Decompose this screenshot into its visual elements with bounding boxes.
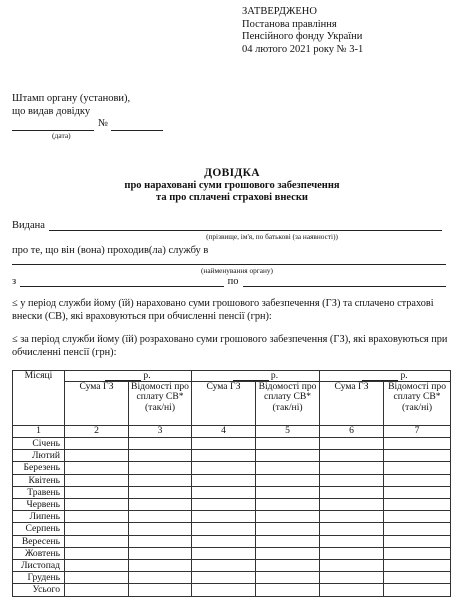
sum-cell[interactable]: [320, 511, 384, 523]
sum-cell[interactable]: [320, 450, 384, 462]
sum-cell[interactable]: [320, 584, 384, 596]
month-label: Вересень: [13, 535, 65, 547]
sum-cell[interactable]: [65, 511, 129, 523]
info-cell[interactable]: [256, 486, 320, 498]
info-cell[interactable]: [384, 584, 451, 596]
approval-line: Постанова правління: [242, 18, 337, 30]
stamp-line-2: що видав довідку: [12, 105, 91, 117]
month-label: Листопад: [13, 560, 65, 572]
column-number: 5: [256, 426, 320, 438]
table-row: [13, 511, 451, 523]
month-label: Серпень: [13, 523, 65, 535]
sum-cell[interactable]: [320, 499, 384, 511]
stamp-block: [12, 93, 163, 142]
info-cell[interactable]: [384, 511, 451, 523]
sum-cell[interactable]: [192, 474, 256, 486]
sum-cell[interactable]: [320, 547, 384, 559]
column-number: 3: [129, 426, 192, 438]
info-cell[interactable]: [256, 462, 320, 474]
info-cell[interactable]: [256, 499, 320, 511]
sum-cell[interactable]: [320, 535, 384, 547]
info-cell[interactable]: [129, 535, 192, 547]
sum-header: Сума ГЗ: [192, 382, 256, 426]
month-label: Травень: [13, 486, 65, 498]
organization-caption: (найменування органу): [201, 266, 273, 275]
sum-cell[interactable]: [192, 486, 256, 498]
period-row: [12, 276, 446, 287]
info-cell[interactable]: [256, 438, 320, 450]
year-cell-2: [192, 371, 320, 382]
sum-cell[interactable]: [65, 438, 129, 450]
sum-cell[interactable]: [65, 584, 129, 596]
year-suffix: р.: [143, 369, 151, 381]
title-line-3: та про сплачені страхові внески: [156, 192, 308, 204]
info-cell[interactable]: [129, 523, 192, 535]
date-caption: (дата): [52, 130, 71, 140]
info-cell[interactable]: [384, 474, 451, 486]
info-cell[interactable]: [129, 584, 192, 596]
sum-cell[interactable]: [192, 462, 256, 474]
info-cell[interactable]: [129, 450, 192, 462]
info-cell[interactable]: [384, 547, 451, 559]
table-row: [13, 584, 451, 596]
table-row: [13, 572, 451, 584]
sum-cell[interactable]: [320, 572, 384, 584]
column-number: 1: [13, 426, 65, 438]
month-label: Жовтень: [13, 547, 65, 559]
table-row: [13, 474, 451, 486]
sum-cell[interactable]: [65, 499, 129, 511]
column-number: 4: [192, 426, 256, 438]
year-cell-1: [65, 371, 192, 382]
sum-cell[interactable]: [65, 560, 129, 572]
info-cell[interactable]: [129, 462, 192, 474]
sum-cell[interactable]: [65, 547, 129, 559]
approval-line: ЗАТВЕРДЖЕНО: [242, 6, 317, 17]
table-row: [13, 438, 451, 450]
table-row: [13, 499, 451, 511]
sum-cell[interactable]: [192, 438, 256, 450]
month-label: Липень: [13, 511, 65, 523]
info-cell[interactable]: [129, 438, 192, 450]
month-label: Лютий: [13, 450, 65, 462]
stamp-date-number-line: [12, 118, 163, 131]
info-cell[interactable]: [256, 535, 320, 547]
sum-cell[interactable]: [192, 450, 256, 462]
sum-cell[interactable]: [65, 486, 129, 498]
sum-cell[interactable]: [192, 584, 256, 596]
table-row: [13, 486, 451, 498]
info-cell[interactable]: [129, 499, 192, 511]
paragraph-1: ≤ у період служби йому (їй) нараховано суми грошового забезпечення (ГЗ) та сплачено страхові внески (СВ), які враховуються при обчисленні пенсії (грн):: [12, 298, 434, 322]
table-row: [13, 547, 451, 559]
year-field-3[interactable]: [362, 372, 398, 381]
info-cell[interactable]: [256, 474, 320, 486]
info-cell[interactable]: [256, 560, 320, 572]
service-row: [12, 245, 446, 275]
title-main: ДОВІДКА: [204, 167, 260, 179]
month-rows: [13, 438, 451, 597]
sum-cell[interactable]: [320, 523, 384, 535]
info-cell[interactable]: [384, 560, 451, 572]
sum-cell[interactable]: [320, 486, 384, 498]
year-suffix: р.: [400, 369, 408, 381]
info-header: Відомості про сплату СВ* (так/ні): [256, 382, 320, 426]
month-label: Січень: [13, 438, 65, 450]
sum-header: Сума ГЗ: [320, 382, 384, 426]
info-cell[interactable]: [384, 572, 451, 584]
sum-cell[interactable]: [65, 450, 129, 462]
months-header: Місяці: [13, 371, 65, 426]
sum-cell[interactable]: [320, 474, 384, 486]
info-header: Відомості про сплату СВ* (так/ні): [129, 382, 192, 426]
info-cell[interactable]: [129, 547, 192, 559]
title-line-2: про нараховані суми грошового забезпечення: [124, 179, 340, 191]
info-header: Відомості про сплату СВ* (так/ні): [384, 382, 451, 426]
table-header-row: [13, 382, 451, 426]
info-cell[interactable]: [384, 486, 451, 498]
sum-header: Сума ГЗ: [65, 382, 129, 426]
issued-name-field[interactable]: [49, 220, 442, 231]
sum-cell[interactable]: [320, 438, 384, 450]
info-cell[interactable]: [256, 523, 320, 535]
approval-line: Пенсійного фонду України: [242, 31, 363, 43]
sum-cell[interactable]: [192, 560, 256, 572]
from-date-field[interactable]: [20, 276, 223, 287]
issued-label: Видана: [12, 220, 45, 231]
to-label: по: [227, 276, 239, 287]
sum-cell[interactable]: [65, 462, 129, 474]
issued-row: [12, 220, 442, 241]
column-number: 2: [65, 426, 129, 438]
info-cell[interactable]: [384, 523, 451, 535]
sum-cell[interactable]: [192, 572, 256, 584]
info-cell[interactable]: [256, 547, 320, 559]
document-title: [0, 167, 464, 205]
sum-cell[interactable]: [320, 560, 384, 572]
month-label: Червень: [13, 499, 65, 511]
info-cell[interactable]: [129, 560, 192, 572]
gz-table: [12, 370, 451, 597]
issued-caption: (прізвище, ім'я, по батькові (за наявності)): [206, 232, 338, 241]
sum-cell[interactable]: [65, 523, 129, 535]
info-cell[interactable]: [256, 584, 320, 596]
organization-field[interactable]: [12, 256, 446, 265]
paragraph-2: ≤ за період служби йому (їй) розраховано суми грошового забезпечення (ГЗ), які враховуються при обчисленні пенсії (грн):: [12, 334, 448, 358]
sum-cell[interactable]: [320, 462, 384, 474]
info-cell[interactable]: [129, 572, 192, 584]
approval-line: 04 лютого 2021 року № 3-1: [242, 43, 364, 55]
column-number-row: [13, 426, 451, 438]
table-row: [13, 523, 451, 535]
info-cell[interactable]: [384, 438, 451, 450]
table-row: [13, 535, 451, 547]
table-row: [13, 450, 451, 462]
number-field[interactable]: [111, 121, 163, 131]
year-cell-3: [320, 371, 451, 382]
sum-cell[interactable]: [192, 511, 256, 523]
month-label: Березень: [13, 462, 65, 474]
from-label: з: [12, 276, 17, 287]
info-cell[interactable]: [256, 572, 320, 584]
sum-cell[interactable]: [65, 572, 129, 584]
year-suffix: р.: [270, 369, 279, 381]
table-year-row: [13, 371, 451, 382]
sum-cell[interactable]: [192, 499, 256, 511]
info-cell[interactable]: [384, 462, 451, 474]
column-number: 7: [384, 426, 451, 438]
year-field-1[interactable]: [105, 372, 141, 381]
table-row: [13, 560, 451, 572]
sum-cell[interactable]: [65, 535, 129, 547]
info-cell[interactable]: [129, 486, 192, 498]
to-date-field[interactable]: [243, 276, 446, 287]
month-label: Грудень: [13, 572, 65, 584]
month-label: Квітень: [13, 474, 65, 486]
sum-cell[interactable]: [192, 547, 256, 559]
sum-cell[interactable]: [65, 474, 129, 486]
info-cell[interactable]: [384, 499, 451, 511]
number-sign: №: [98, 118, 109, 130]
column-number: 6: [320, 426, 384, 438]
service-text: про те, що він (вона) проходив(ла) службу в: [12, 245, 209, 256]
table-row: [13, 462, 451, 474]
info-cell[interactable]: [256, 450, 320, 462]
sum-cell[interactable]: [192, 523, 256, 535]
sum-cell[interactable]: [192, 535, 256, 547]
year-field-2[interactable]: [233, 372, 269, 381]
month-label: Усього: [13, 584, 65, 596]
info-cell[interactable]: [256, 511, 320, 523]
info-cell[interactable]: [129, 474, 192, 486]
info-cell[interactable]: [384, 535, 451, 547]
approval-block: [242, 6, 363, 56]
info-cell[interactable]: [129, 511, 192, 523]
stamp-line-1: Штамп органу (установи),: [12, 93, 131, 104]
info-cell[interactable]: [384, 450, 451, 462]
